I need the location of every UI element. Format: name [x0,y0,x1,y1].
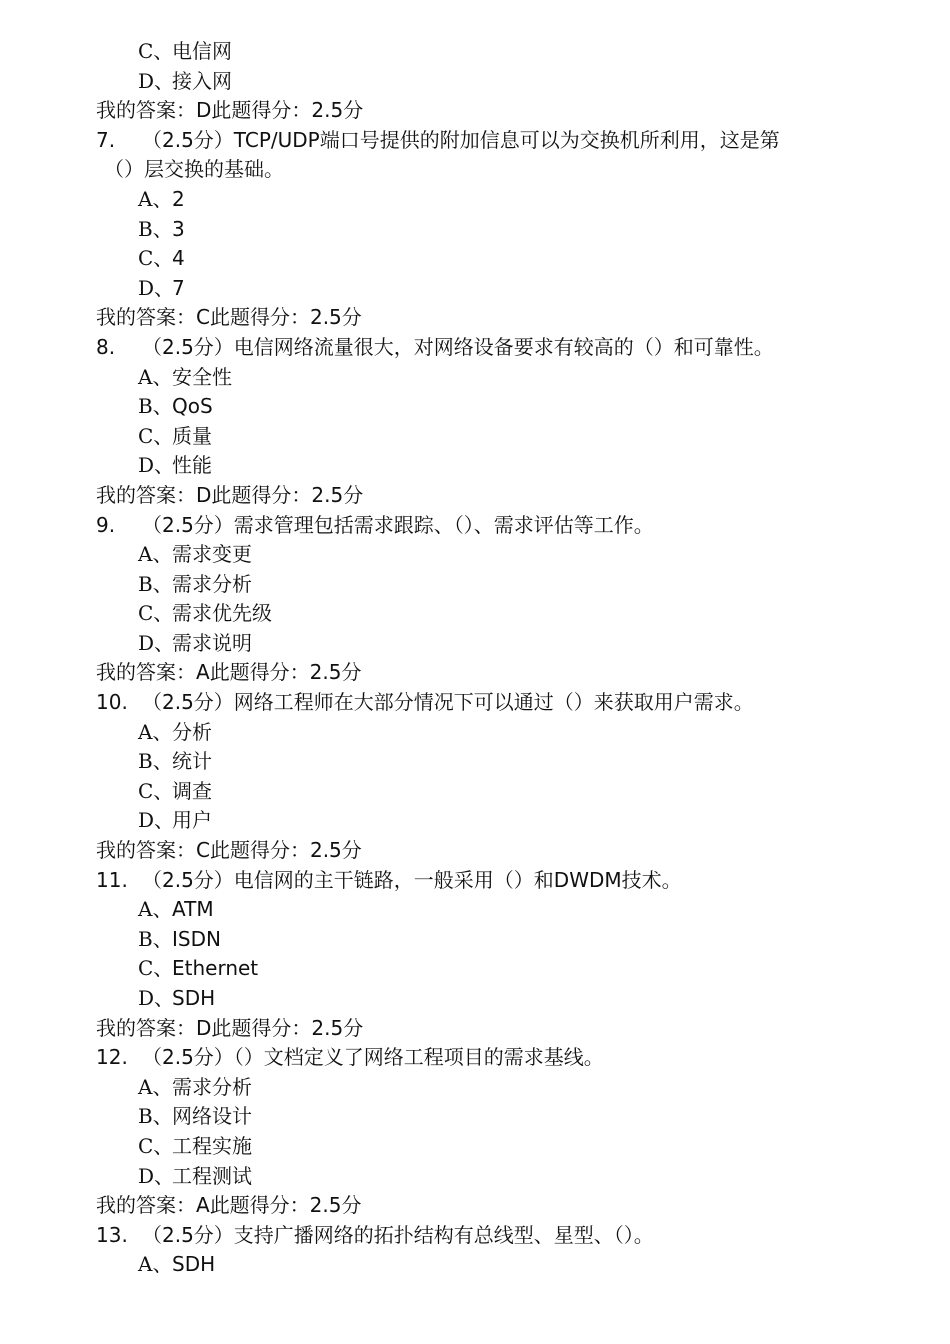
option-item [0,895,950,925]
question-number: 7. [96,127,116,152]
option-letter: B、 [138,571,173,596]
option-item [0,274,950,304]
option-letter: C、 [138,956,174,981]
option-item [0,1162,950,1192]
question-score: 此题得分：2.5分 [209,305,362,330]
option-item [0,540,950,570]
option-item [0,1102,950,1132]
my-answer-line [0,1191,950,1221]
option-letter: C、 [138,1133,174,1158]
option-item [0,954,950,984]
my-answer: 我的答案：D [96,98,212,123]
option-text: 需求说明 [172,630,252,655]
option-letter: C、 [138,246,174,271]
option-text: ATM [172,897,214,922]
question-score: 此题得分：2.5分 [209,838,362,863]
question-text: （2.5分）TCP/UDP端口号提供的附加信息可以为交换机所利用，这是第 [142,127,780,152]
option-text: 需求分析 [172,571,252,596]
question-list [0,126,950,1280]
option-item [0,1132,950,1162]
my-answer-line [0,836,950,866]
option-letter: C、 [138,423,174,448]
option-item [0,392,950,422]
option-letter: A、 [138,186,173,211]
option-text: 接入网 [172,68,232,93]
option-letter: A、 [138,542,173,567]
option-letter: B、 [138,394,173,419]
question-text-continued: （）层交换的基础。 [104,157,284,182]
question-stem [0,866,950,896]
option-item [0,422,950,452]
question-text: （2.5分）网络工程师在大部分情况下可以通过（）来获取用户需求。 [142,690,754,715]
option-letter: D、 [138,808,175,833]
my-answer-line [0,1014,950,1044]
question-stem [0,688,950,718]
option-letter: D、 [138,453,175,478]
option-text: 工程实施 [172,1133,252,1158]
option-letter: A、 [138,1252,173,1277]
option-text: SDH [172,986,216,1010]
question-text: （2.5分）电信网的主干链路，一般采用（）和DWDM技术。 [142,867,682,892]
question-stem [0,1043,950,1073]
question-number: 9. [96,512,116,537]
question-text: （2.5分）需求管理包括需求跟踪、（）、需求评估等工作。 [142,512,654,537]
option-letter: A、 [138,364,173,389]
option-item [0,570,950,600]
option-letter: C、 [138,601,174,626]
option-letter: B、 [138,926,173,951]
option-item [0,363,950,393]
option-letter: D、 [138,1163,175,1188]
option-letter: D、 [138,630,175,655]
question-score: 此题得分：2.5分 [211,482,364,507]
question-number: 10. [96,690,128,715]
question-block [0,1043,950,1221]
option-item [0,777,950,807]
option-text: 4 [172,246,185,271]
my-answer: 我的答案：D [96,482,212,507]
question-score: 此题得分：2.5分 [209,660,362,685]
previous-question-tail [0,37,950,126]
option-item [0,37,950,67]
question-block [0,688,950,866]
option-letter: A、 [138,719,173,744]
option-text: 电信网 [172,39,232,63]
option-item [0,185,950,215]
option-item [0,718,950,748]
option-text: Ethernet [172,956,259,981]
option-text: QoS [172,394,213,419]
question-stem [0,333,950,363]
question-block [0,511,950,689]
question-stem [0,126,950,156]
question-number: 12. [96,1045,128,1070]
question-block [0,333,950,511]
question-number: 8. [96,334,116,359]
option-item [0,67,950,97]
option-text: 安全性 [172,364,232,389]
question-block [0,866,950,1044]
option-item [0,806,950,836]
question-text: （2.5分）（）文档定义了网络工程项目的需求基线。 [142,1045,604,1070]
option-item [0,984,950,1014]
option-letter: B、 [138,216,173,241]
option-item [0,599,950,629]
my-answer: 我的答案：C [96,838,210,863]
question-block [0,1221,950,1280]
option-item [0,1073,950,1103]
option-item [0,1250,950,1280]
option-text: 7 [172,275,185,300]
question-score: 此题得分：2.5分 [209,1193,362,1218]
quiz-document [0,37,950,1280]
question-number: 11. [96,867,128,892]
option-text: 分析 [172,719,212,744]
option-item [0,244,950,274]
option-text: 性能 [172,453,212,478]
question-score: 此题得分：2.5分 [211,98,364,123]
question-block [0,126,950,333]
option-text: 需求变更 [172,542,252,567]
question-stem [0,1221,950,1251]
question-text: （2.5分）电信网络流量很大，对网络设备要求有较高的（）和可靠性。 [142,334,774,359]
my-answer: 我的答案：A [96,1193,210,1218]
option-letter: B、 [138,749,173,774]
my-answer: 我的答案：A [96,660,210,685]
option-text: 需求优先级 [172,601,272,626]
option-letter: C、 [138,39,174,63]
option-text: 2 [172,186,185,211]
option-letter: A、 [138,897,173,922]
option-text: 统计 [172,749,212,774]
option-letter: C、 [138,778,174,803]
option-text: 调查 [172,778,212,803]
option-text: SDH [172,1252,216,1277]
option-text: 工程测试 [172,1163,252,1188]
my-answer: 我的答案：C [96,305,210,330]
option-item [0,451,950,481]
option-letter: D、 [138,986,175,1010]
option-text: 网络设计 [172,1104,252,1129]
option-letter: B、 [138,1104,173,1129]
my-answer-line [0,96,950,126]
option-letter: D、 [138,68,175,93]
option-item [0,747,950,777]
option-letter: D、 [138,275,175,300]
option-text: 质量 [172,423,212,448]
option-item [0,629,950,659]
question-number: 13. [96,1222,128,1247]
my-answer: 我的答案：D [96,1015,212,1040]
question-stem [0,511,950,541]
my-answer-line [0,658,950,688]
option-letter: A、 [138,1074,173,1099]
option-item [0,925,950,955]
my-answer-line [0,303,950,333]
my-answer-line [0,481,950,511]
option-text: 3 [172,216,185,241]
option-text: 需求分析 [172,1074,252,1099]
option-text: ISDN [172,926,221,951]
option-item [0,215,950,245]
option-text: 用户 [172,808,212,833]
question-text: （2.5分）支持广播网络的拓扑结构有总线型、星型、（）。 [142,1222,654,1247]
question-score: 此题得分：2.5分 [211,1015,364,1040]
